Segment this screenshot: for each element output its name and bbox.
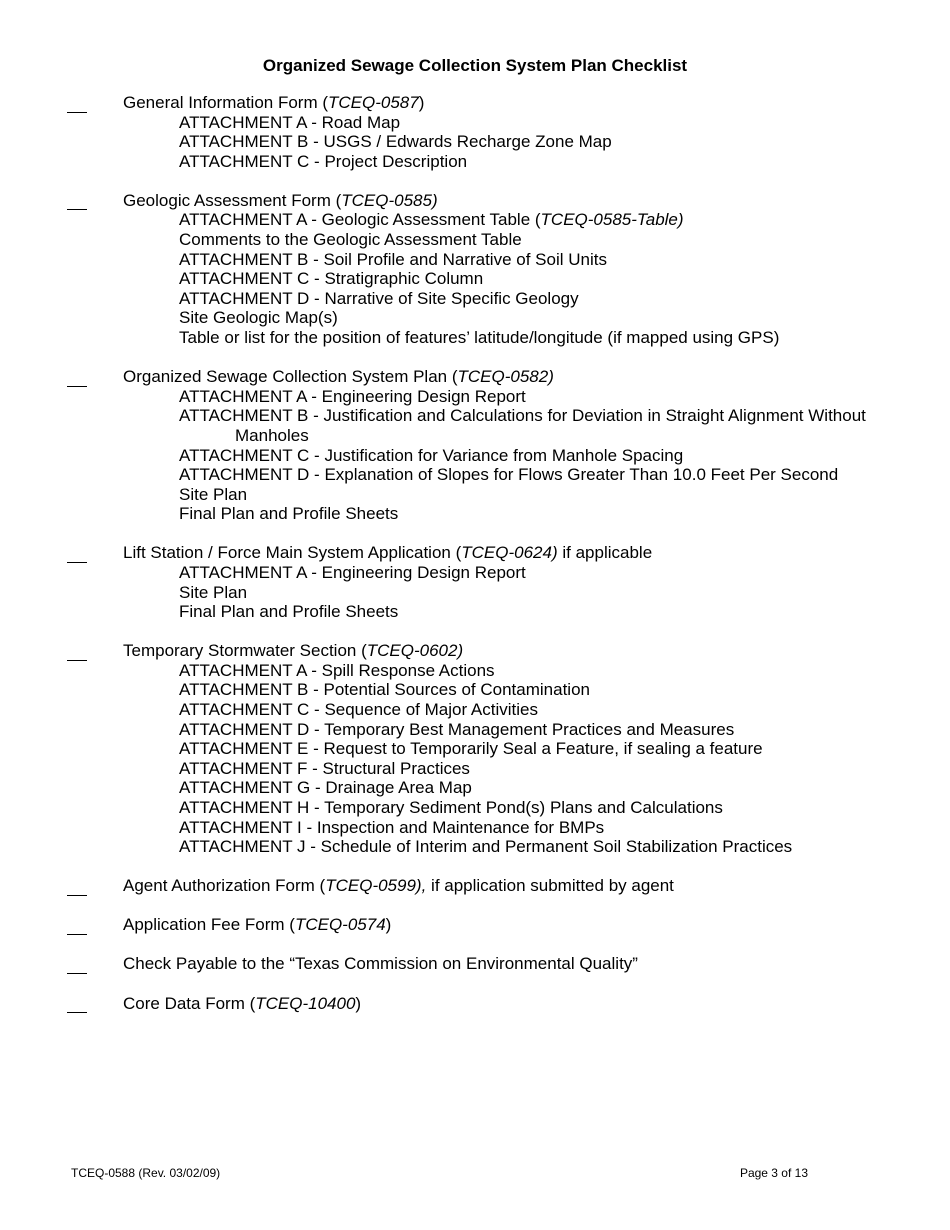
checklist-item-header <box>0 93 950 113</box>
form-code: TCEQ-0582) <box>457 367 554 387</box>
check-blank[interactable] <box>67 93 87 113</box>
attachment-item: Comments to the Geologic Assessment Table <box>179 230 522 250</box>
item-text: Temporary Stormwater Section ( <box>123 641 367 661</box>
item-text: if applicable <box>557 543 653 563</box>
checklist-section <box>0 93 950 171</box>
attachment-item: ATTACHMENT C - Stratigraphic Column <box>179 269 484 289</box>
checklist-section <box>0 876 950 896</box>
item-text: Agent Authorization Form ( <box>123 876 326 896</box>
form-code: TCEQ-0599), <box>325 876 427 896</box>
attachment-item <box>0 210 950 230</box>
item-text: ) <box>355 993 362 1013</box>
checklist-section <box>0 915 950 935</box>
attachment-item: ATTACHMENT J - Schedule of Interim and Permanent Soil Stabilization Practices <box>179 837 793 857</box>
form-code: TCEQ-0602) <box>366 641 464 661</box>
check-blank[interactable] <box>67 367 87 387</box>
check-blank[interactable] <box>67 994 87 1014</box>
attachment-item: ATTACHMENT B - Soil Profile and Narrative of Soil Units <box>179 249 607 269</box>
attachment-item: ATTACHMENT A - Spill Response Actions <box>179 660 495 680</box>
checklist-item-header <box>0 543 950 563</box>
attachment-item: ATTACHMENT A - Road Map <box>179 112 401 132</box>
checklist-section <box>0 191 950 348</box>
form-code: TCEQ-10400 <box>255 993 356 1013</box>
attachment-item: ATTACHMENT F - Structural Practices <box>179 758 470 778</box>
attachment-item: Table or list for the position of features’ latitude/longitude (if mapped using GPS) <box>179 328 780 348</box>
attachment-item: ATTACHMENT D - Temporary Best Management Practices and Measures <box>179 719 735 739</box>
checklist-item-header <box>0 876 950 896</box>
item-text: Organized Sewage Collection System Plan ( <box>123 367 458 387</box>
check-blank[interactable] <box>67 543 87 563</box>
attachment-item: Site Plan <box>179 582 248 602</box>
attachment-item: ATTACHMENT I - Inspection and Maintenance for BMPs <box>179 817 605 837</box>
check-blank[interactable] <box>67 954 87 974</box>
checklist-item-header <box>0 367 950 387</box>
item-text: Check Payable to the “Texas Commission on Environmental Quality” <box>123 954 638 974</box>
attachment-item: ATTACHMENT A - Engineering Design Report <box>179 562 526 582</box>
checklist-item-header <box>0 191 950 211</box>
checklist <box>0 93 950 1033</box>
attachment-item-continuation: Manholes <box>235 425 309 445</box>
attachment-item: ATTACHMENT C - Sequence of Major Activities <box>179 700 538 720</box>
checklist-item-header <box>0 641 950 661</box>
form-code: TCEQ-0624) <box>461 543 558 563</box>
checklist-section <box>0 543 950 621</box>
item-text: Geologic Assessment Form ( <box>123 190 342 210</box>
attachment-item: ATTACHMENT E - Request to Temporarily Seal a Feature, if sealing a feature <box>179 739 763 759</box>
form-code: TCEQ-0574 <box>294 915 386 935</box>
checklist-item-header <box>0 954 950 974</box>
attachment-item: Site Plan <box>179 484 248 504</box>
checklist-section <box>0 367 950 524</box>
attachment-item: ATTACHMENT C - Project Description <box>179 151 468 171</box>
check-blank[interactable] <box>67 915 87 935</box>
attachment-item: ATTACHMENT D - Narrative of Site Specific Geology <box>179 288 579 308</box>
item-text: Lift Station / Force Main System Application ( <box>123 543 462 563</box>
form-code: TCEQ-0585-Table) <box>540 210 684 230</box>
attachment-item: Final Plan and Profile Sheets <box>179 504 399 524</box>
form-code: TCEQ-0587 <box>328 93 419 112</box>
attachment-item: ATTACHMENT A - Engineering Design Report <box>179 386 526 406</box>
attachment-item: ATTACHMENT B - USGS / Edwards Recharge Zone Map <box>179 132 612 152</box>
attachment-item: ATTACHMENT H - Temporary Sediment Pond(s) Plans and Calculations <box>179 798 723 817</box>
checklist-item-header <box>0 994 950 1014</box>
form-code: TCEQ-0585) <box>341 190 438 210</box>
item-text: Core Data Form ( <box>123 993 256 1013</box>
page-number-footer: Page 3 of 13 <box>739 1166 808 1180</box>
attachment-item: Site Geologic Map(s) <box>179 308 338 328</box>
attachment-item: ATTACHMENT B - Potential Sources of Contamination <box>179 680 590 700</box>
item-text: Application Fee Form ( <box>123 915 295 935</box>
item-text: ) <box>385 915 392 935</box>
item-text: General Information Form ( <box>123 93 329 112</box>
item-text: ) <box>418 93 425 112</box>
check-blank[interactable] <box>67 876 87 896</box>
attachment-item: ATTACHMENT G - Drainage Area Map <box>179 778 472 798</box>
checklist-item-header <box>0 915 950 935</box>
item-text: if application submitted by agent <box>426 876 674 896</box>
page-title: Organized Sewage Collection System Plan Checklist <box>262 56 688 75</box>
attachment-item: Final Plan and Profile Sheets <box>179 602 399 622</box>
attachment-item: ATTACHMENT D - Explanation of Slopes for Flows Greater Than 10.0 Feet Per Second <box>179 465 839 485</box>
item-text: ATTACHMENT A - Geologic Assessment Table ( <box>179 210 541 230</box>
attachment-item: ATTACHMENT C - Justification for Variance from Manhole Spacing <box>179 445 684 465</box>
checklist-section <box>0 954 950 974</box>
attachment-item: ATTACHMENT B - Justification and Calculations for Deviation in Straight Alignment Without <box>179 406 866 426</box>
checklist-section <box>0 641 950 857</box>
checklist-section <box>0 994 950 1014</box>
check-blank[interactable] <box>67 191 87 211</box>
form-number-footer: TCEQ-0588 (Rev. 03/02/09) <box>71 1166 221 1180</box>
check-blank[interactable] <box>67 641 87 661</box>
